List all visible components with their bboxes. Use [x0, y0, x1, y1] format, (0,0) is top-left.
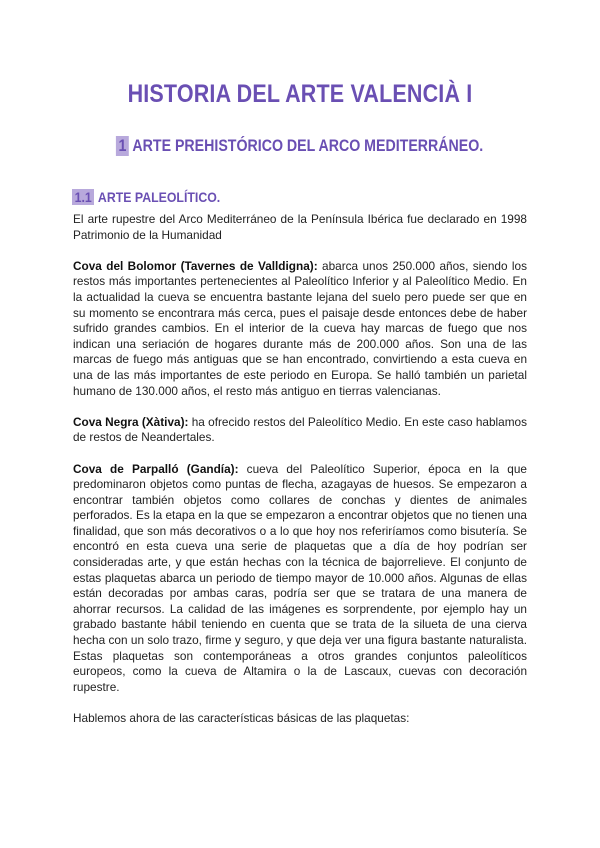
document-title: HISTORIA DEL ARTE VALENCIÀ I — [127, 80, 473, 108]
subsection-heading — [72, 189, 220, 205]
subsection-number: 1.1 — [72, 189, 94, 205]
paragraph-lead: Cova Negra (Xàtiva): — [73, 414, 189, 429]
paragraph-parpallo: Cova de Parpalló (Gandía): cueva del Paleolítico Superior, época en la que predominaron objetos como puntas de flecha, azagayas de huesos. Se empezaron a encontrar también objetos como collares de conchas y dientes de animales perforados. Es la etapa en la que se empezaron a encontrar objetos que no tienen una finalidad, que son más decorativos o a lo que hoy nos referiríamos como bisutería. Se encontró en esta cueva una serie de plaquetas que a día de hoy podrían ser consideradas arte, y que están hechas con la técnica de bajorrelieve. El conjunto de estas plaquetas abarca un periodo de tiempo mayor de 10.000 años. Algunas de ellas están decoradas por ambas caras, podría ser que se tratara de una manera de ahorrar recursos. La calidad de las imágenes es sorprendente, por ejemplo hay un grabado bastante hábil teniendo en cuenta que se trata de la silueta de una cierva hecha con un solo trazo, firme y seguro, y que deja ver una figura bastante naturalista. Estas plaquetas son contemporáneas a otros grandes conjuntos paleolíticos europeos, como la cueva de Altamira o la de Lascaux, cuevas con decoración rupestre. — [73, 461, 527, 694]
paragraph-cova-negra: Cova Negra (Xàtiva): ha ofrecido restos del Paleolítico Medio. En este caso hablamos de restos de Neandertales. — [73, 414, 527, 445]
paragraph-lead: Cova del Bolomor (Tavernes de Valldigna): — [73, 258, 318, 273]
document-body — [73, 212, 527, 727]
paragraph-closing: Hablemos ahora de las características básicas de las plaquetas: — [73, 711, 410, 725]
section-heading — [0, 136, 600, 156]
section-title: ARTE PREHISTÓRICO DEL ARCO MEDITERRÁNEO. — [132, 137, 484, 155]
section-number: 1 — [116, 136, 129, 156]
paragraph-lead: Cova de Parpalló (Gandía): — [73, 461, 239, 476]
paragraph-bolomor: Cova del Bolomor (Tavernes de Valldigna): abarca unos 250.000 años, siendo los restos más importantes pertenecientes al Paleolítico Inferior y al Paleolítico Medio. En la actualidad la cueva se encuentra bastante lejana del suelo pero puede ser que en su momento se encontrara más cerca, pues el paisaje desde entonces debe de haber sufrido grandes cambios. En el interior de la cueva hay marcas de fuego que nos indican una seriación de hogares durante más de 200.000 años. Son una de las marcas de fuego más antiguas que se han encontrado, convirtiendo a esta cueva en una de las más importantes de este periodo en Europa. Se halló también un parietal humano de 130.000 años, el resto más antiguo en tierras valencianas. — [73, 258, 527, 398]
subsection-title: ARTE PALEOLÍTICO. — [97, 189, 221, 205]
paragraph-intro: El arte rupestre del Arco Mediterráneo de la Península Ibérica fue declarado en 1998 Patrimonio de la Humanidad — [73, 212, 527, 242]
